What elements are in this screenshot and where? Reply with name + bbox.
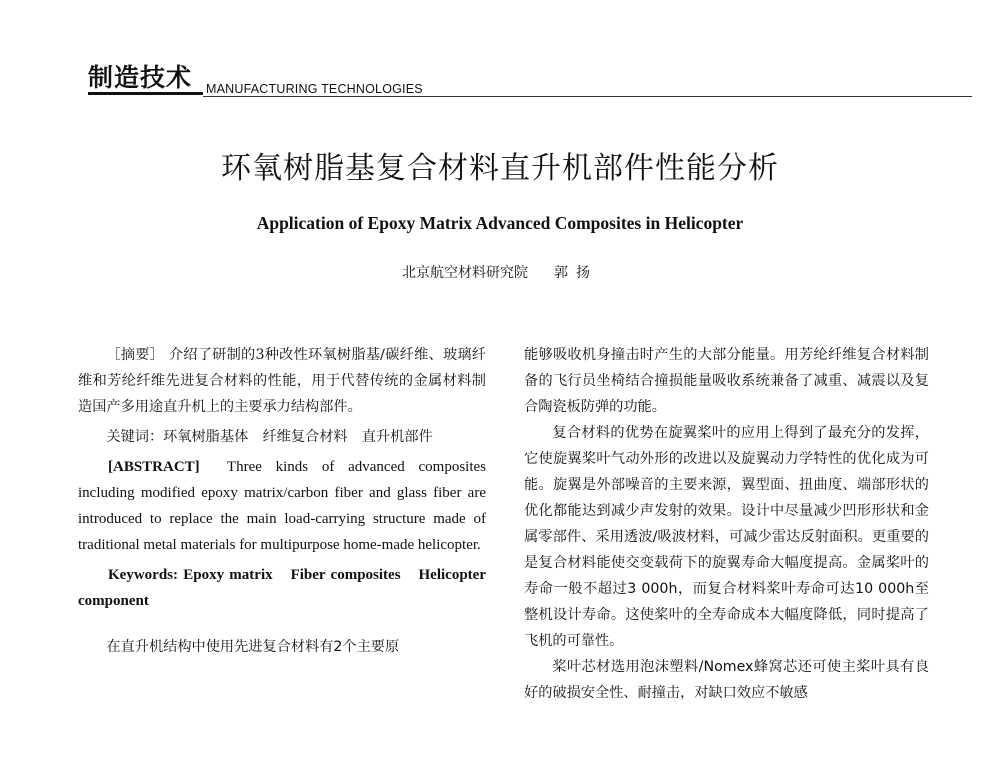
keywords-cn: 关键词：环氧树脂基体 纤维复合材料 直升机部件 <box>106 429 433 445</box>
abstract-en-text: Three kinds of advanced composites including modified epoxy matrix/carbon fiber and glass fiber are introduced to replace the main load-carrying structure made of traditional metal materials for multipurpose home-made helicopter. <box>78 459 486 553</box>
section-title-cn: 制造技术 <box>88 63 193 92</box>
abstract-en-label: [ABSTRACT] <box>108 459 200 475</box>
author-line <box>0 262 1000 282</box>
body-paragraph: 桨叶芯材选用泡沫塑料/Nomex蜂窝芯还可使主桨叶具有良好的破损安全性、耐撞击，对缺口效应不敏感 <box>524 659 929 701</box>
running-header <box>88 58 972 102</box>
paper-title-en: Application of Epoxy Matrix Advanced Composites in Helicopter <box>256 213 744 233</box>
body-paragraph: 能够吸收机身撞击时产生的大部分能量。用芳纶纤维复合材料制备的飞行员坐椅结合撞损能量吸收系统兼备了减重、减震以及复合陶瓷板防弹的功能。 <box>524 347 929 415</box>
body-paragraph: 复合材料的优势在旋翼桨叶的应用上得到了最充分的发挥，它使旋翼桨叶气动外形的改进以及旋翼动力学特性的优化成为可能。旋翼是外部噪音的主要来源，翼型面、扭曲度、端部形状的优化都能达到减少声发射的效果。设计中尽量减少凹形形状和金属零部件、采用透波/吸波材料，可减少雷达反射面积。更重要的是复合材料能使交变载荷下的旋翼寿命大幅度提高。金属桨叶的寿命一般不超过3 000h，而复合材料桨叶寿命可达10 000h至整机设计寿命。这使桨叶的全寿命成本大幅度降低，同时提高了飞机的可靠性。 <box>524 425 929 649</box>
header-rule-thin <box>203 96 972 97</box>
abstract-en <box>78 454 486 558</box>
body-paragraph-start: 在直升机结构中使用先进复合材料有2个主要原 <box>106 639 400 655</box>
header-rule-thick <box>88 92 203 95</box>
paper-title-cn: 环氧树脂基复合材料直升机部件性能分析 <box>221 151 779 186</box>
section-title-en: MANUFACTURING TECHNOLOGIES <box>206 82 423 96</box>
left-column <box>78 342 486 660</box>
abstract-cn: ［摘要］ 介绍了研制的3种改性环氧树脂基/碳纤维、玻璃纤维和芳纶纤维先进复合材料的性能，用于代替传统的金属材料制造国产多用途直升机上的主要承力结构部件。 <box>78 347 486 415</box>
author-name: 郭扬 <box>554 265 598 281</box>
keywords-en: Keywords: Epoxy matrix Fiber composites Helicopter component <box>78 567 486 609</box>
affiliation: 北京航空材料研究院 <box>402 265 528 281</box>
right-column <box>524 342 929 706</box>
